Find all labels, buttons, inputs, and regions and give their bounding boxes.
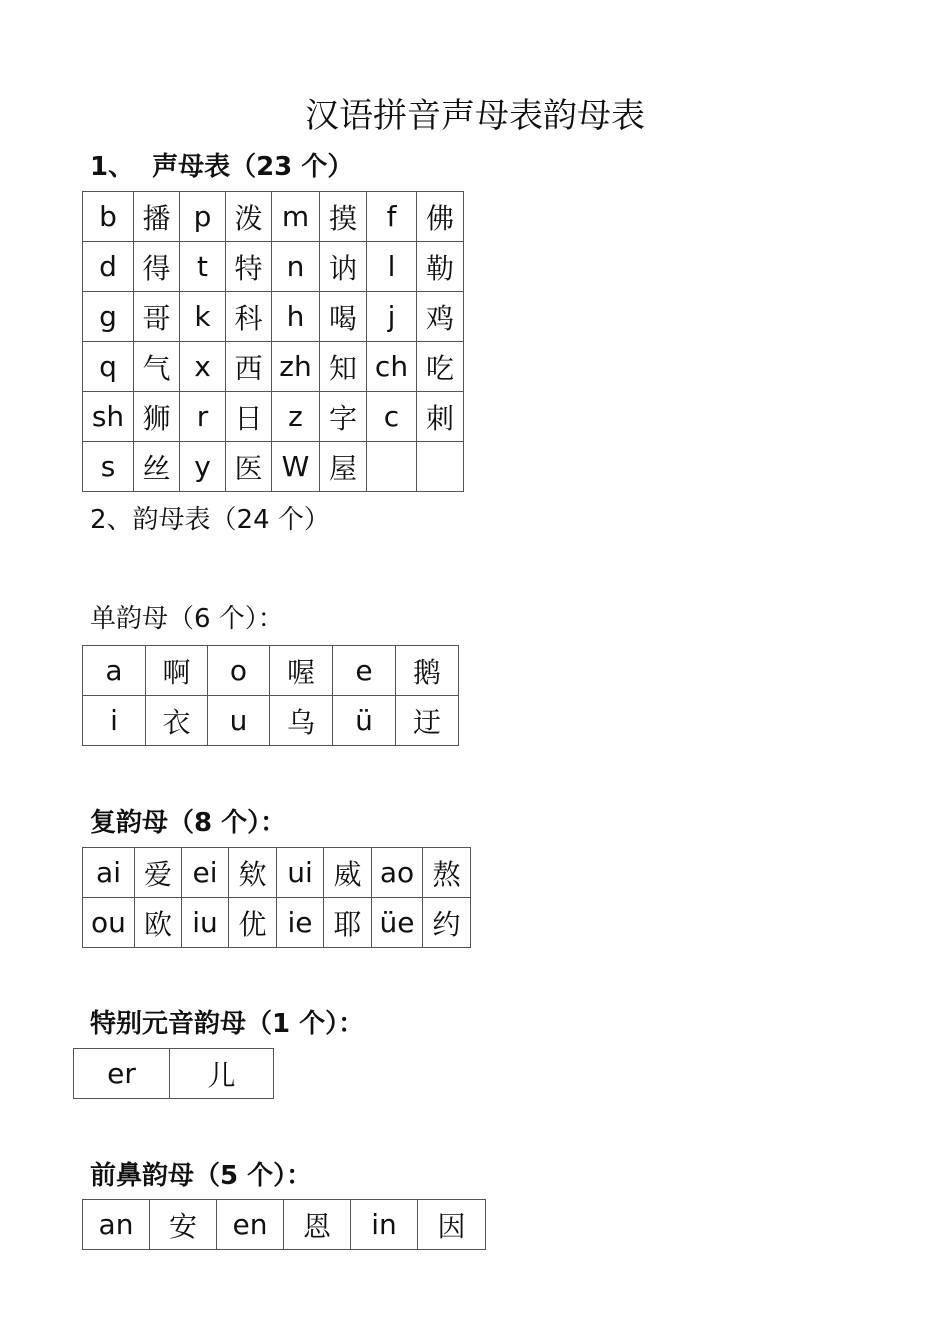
pinyin-cell: t xyxy=(180,242,226,292)
hanzi-cell: 吃 xyxy=(417,342,464,392)
pinyin-cell: en xyxy=(217,1200,284,1250)
simple-finals-table xyxy=(82,645,459,746)
hanzi-cell: 气 xyxy=(134,342,180,392)
compound-finals-heading: 复韵母（8 个）： xyxy=(90,808,287,838)
empty-cell xyxy=(367,442,417,492)
table-row xyxy=(83,242,464,292)
hanzi-cell: 衣 xyxy=(146,696,208,746)
hanzi-cell: 得 xyxy=(134,242,180,292)
hanzi-cell: 丝 xyxy=(134,442,180,492)
initials-heading xyxy=(90,150,353,184)
pinyin-cell: ie xyxy=(277,898,324,948)
pinyin-cell: u xyxy=(208,696,270,746)
hanzi-cell: 迂 xyxy=(396,696,459,746)
pinyin-cell: ai xyxy=(83,848,135,898)
table-row xyxy=(83,192,464,242)
front-nasal-heading: 前鼻韵母（5 个）： xyxy=(90,1161,313,1191)
table-row xyxy=(83,442,464,492)
pinyin-cell: er xyxy=(74,1049,170,1099)
pinyin-cell: ui xyxy=(277,848,324,898)
hanzi-cell: 因 xyxy=(418,1200,486,1250)
pinyin-cell: z xyxy=(272,392,320,442)
hanzi-cell: 约 xyxy=(423,898,471,948)
table-row xyxy=(83,342,464,392)
table-row xyxy=(83,898,471,948)
page-title: 汉语拼音声母表韵母表 xyxy=(305,96,645,136)
hanzi-cell: 屋 xyxy=(320,442,367,492)
pinyin-cell: r xyxy=(180,392,226,442)
hanzi-cell: 科 xyxy=(226,292,272,342)
special-final-table xyxy=(73,1048,274,1099)
hanzi-cell: 西 xyxy=(226,342,272,392)
initials-heading-number: 1、 xyxy=(90,152,135,182)
table-row xyxy=(83,646,459,696)
finals-heading: 2、韵母表（24 个） xyxy=(90,505,330,535)
pinyin-cell: an xyxy=(83,1200,150,1250)
pinyin-cell: ü xyxy=(333,696,396,746)
pinyin-cell: f xyxy=(367,192,417,242)
hanzi-cell: 喝 xyxy=(320,292,367,342)
hanzi-cell: 刺 xyxy=(417,392,464,442)
hanzi-cell: 喔 xyxy=(270,646,333,696)
table-row xyxy=(83,392,464,442)
pinyin-cell: in xyxy=(351,1200,418,1250)
pinyin-cell: a xyxy=(83,646,146,696)
pinyin-cell: o xyxy=(208,646,270,696)
pinyin-cell: zh xyxy=(272,342,320,392)
hanzi-cell: 欸 xyxy=(229,848,277,898)
pinyin-cell: y xyxy=(180,442,226,492)
hanzi-cell: 耶 xyxy=(324,898,372,948)
hanzi-cell: 爱 xyxy=(135,848,182,898)
initials-table xyxy=(82,191,464,492)
hanzi-cell: 狮 xyxy=(134,392,180,442)
pinyin-cell: m xyxy=(272,192,320,242)
pinyin-cell: b xyxy=(83,192,134,242)
hanzi-cell: 恩 xyxy=(284,1200,351,1250)
pinyin-cell: k xyxy=(180,292,226,342)
hanzi-cell: 啊 xyxy=(146,646,208,696)
pinyin-cell: iu xyxy=(182,898,229,948)
hanzi-cell: 哥 xyxy=(134,292,180,342)
pinyin-cell: l xyxy=(367,242,417,292)
pinyin-cell: ei xyxy=(182,848,229,898)
hanzi-cell: 优 xyxy=(229,898,277,948)
simple-finals-heading: 单韵母（6 个）： xyxy=(90,604,284,634)
pinyin-cell: ou xyxy=(83,898,135,948)
hanzi-cell: 鸡 xyxy=(417,292,464,342)
hanzi-cell: 威 xyxy=(324,848,372,898)
hanzi-cell: 鹅 xyxy=(396,646,459,696)
pinyin-cell: d xyxy=(83,242,134,292)
hanzi-cell: 乌 xyxy=(270,696,333,746)
table-row xyxy=(83,1200,486,1250)
pinyin-cell: j xyxy=(367,292,417,342)
pinyin-cell: i xyxy=(83,696,146,746)
hanzi-cell: 播 xyxy=(134,192,180,242)
pinyin-cell: q xyxy=(83,342,134,392)
hanzi-cell: 熬 xyxy=(423,848,471,898)
table-row xyxy=(83,292,464,342)
hanzi-cell: 勒 xyxy=(417,242,464,292)
hanzi-cell: 特 xyxy=(226,242,272,292)
pinyin-cell: ao xyxy=(372,848,423,898)
special-final-heading: 特别元音韵母（1 个）： xyxy=(90,1009,365,1039)
hanzi-cell: 知 xyxy=(320,342,367,392)
front-nasal-table xyxy=(82,1199,486,1250)
pinyin-cell: ch xyxy=(367,342,417,392)
pinyin-cell: W xyxy=(272,442,320,492)
hanzi-cell: 佛 xyxy=(417,192,464,242)
hanzi-cell: 安 xyxy=(150,1200,217,1250)
hanzi-cell: 医 xyxy=(226,442,272,492)
pinyin-cell: sh xyxy=(83,392,134,442)
hanzi-cell: 欧 xyxy=(135,898,182,948)
pinyin-cell: g xyxy=(83,292,134,342)
pinyin-cell: e xyxy=(333,646,396,696)
hanzi-cell: 日 xyxy=(226,392,272,442)
pinyin-cell: n xyxy=(272,242,320,292)
empty-cell xyxy=(417,442,464,492)
hanzi-cell: 儿 xyxy=(170,1049,274,1099)
pinyin-cell: h xyxy=(272,292,320,342)
pinyin-cell: p xyxy=(180,192,226,242)
pinyin-cell: üe xyxy=(372,898,423,948)
table-row xyxy=(74,1049,274,1099)
hanzi-cell: 讷 xyxy=(320,242,367,292)
hanzi-cell: 泼 xyxy=(226,192,272,242)
hanzi-cell: 摸 xyxy=(320,192,367,242)
hanzi-cell: 字 xyxy=(320,392,367,442)
pinyin-cell: x xyxy=(180,342,226,392)
table-row xyxy=(83,848,471,898)
table-row xyxy=(83,696,459,746)
pinyin-cell: s xyxy=(83,442,134,492)
initials-heading-label: 声母表（23 个） xyxy=(152,152,354,182)
compound-finals-table xyxy=(82,847,471,948)
pinyin-cell: c xyxy=(367,392,417,442)
